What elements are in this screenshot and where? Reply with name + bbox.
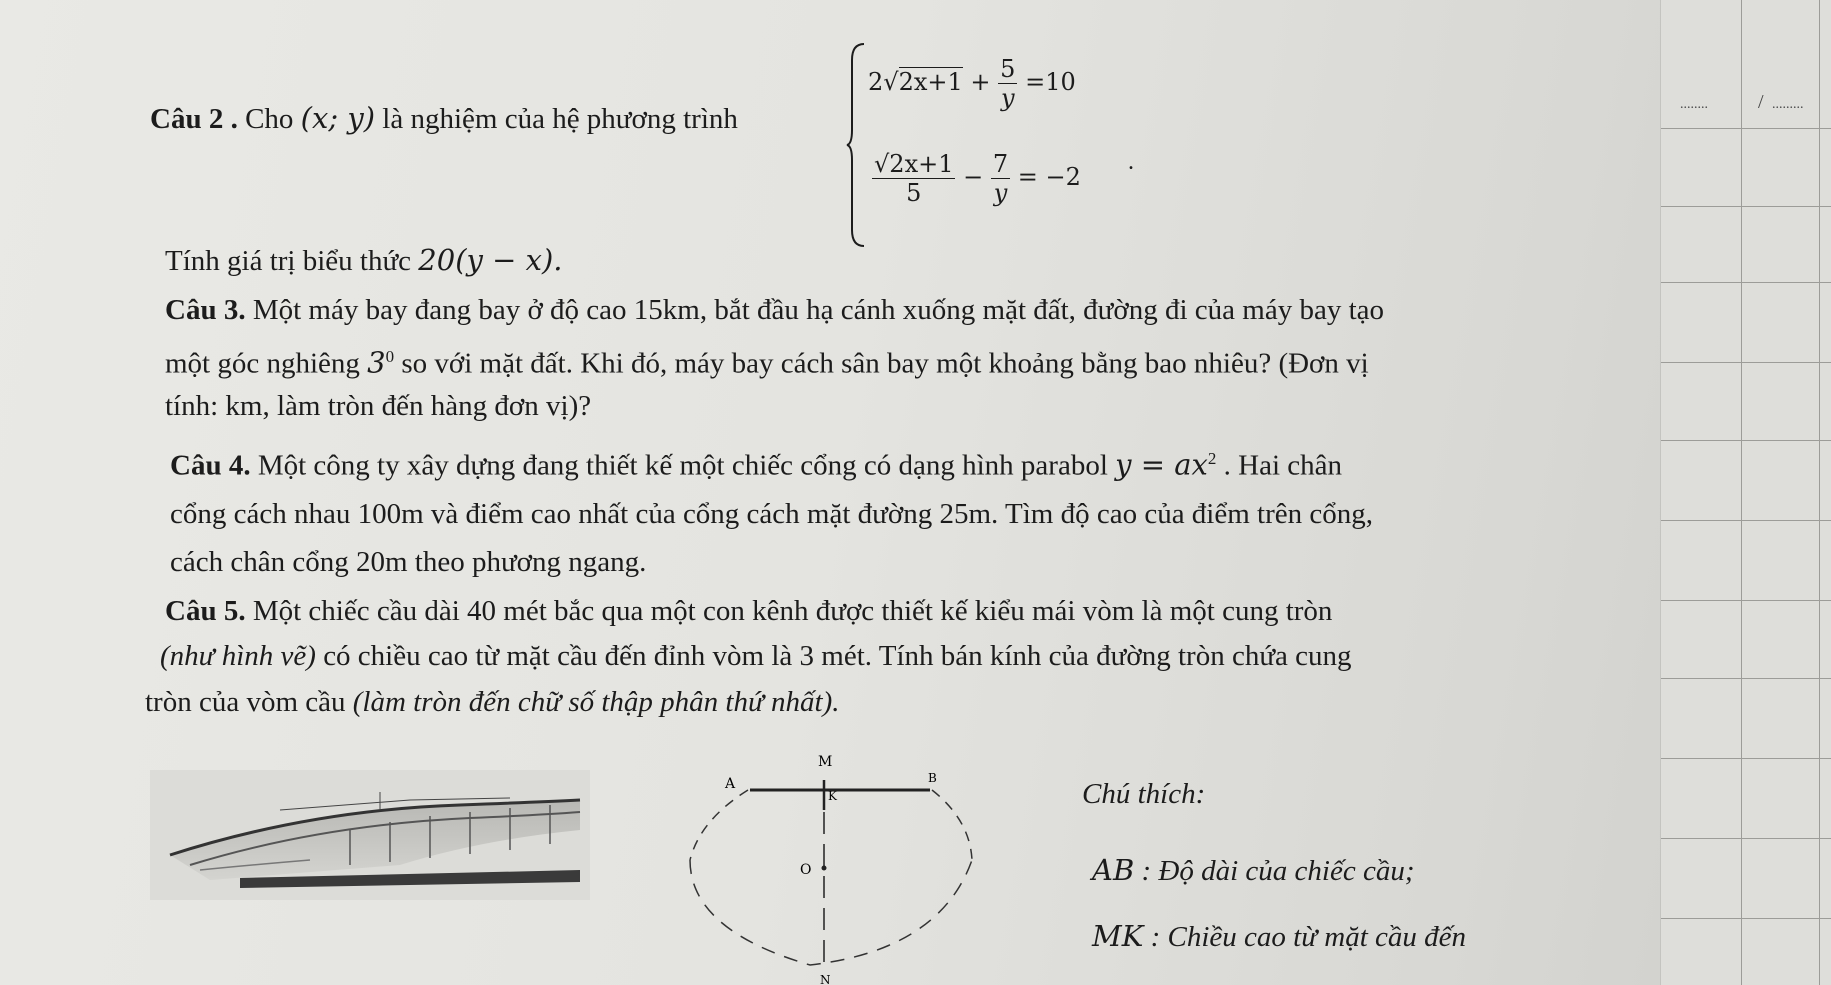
grid-line [1661, 678, 1831, 679]
eq1-radicand: 2x+1 [898, 68, 963, 96]
q3-line3: tính: km, làm tròn đến hàng đơn vị)? [165, 390, 592, 422]
q3-label: Câu 3. [165, 294, 246, 326]
grid-line [1661, 440, 1831, 441]
eq1-coefficient: 2 [868, 68, 884, 96]
eq2-rhs: = −2 [1017, 163, 1081, 191]
grid-line [1661, 282, 1831, 283]
bridge-photo [150, 770, 590, 900]
system-brace [846, 40, 868, 250]
label-b: B [928, 771, 937, 785]
margin-dots: ......... [1772, 97, 1804, 112]
q2-line2: Tính giá trị biểu thức 20(y − x). [165, 243, 563, 277]
label-m: M [818, 754, 833, 770]
notebook-page [1660, 0, 1831, 985]
label-n: N [820, 973, 831, 985]
sqrt-symbol: √ [883, 68, 899, 96]
grid-line [1661, 520, 1831, 521]
margin-dots: ........ [1680, 97, 1708, 112]
legend-ab: AB : Độ dài của chiếc cầu; [1092, 853, 1415, 887]
q2-label: Câu 2 . [150, 103, 238, 135]
eq1-rhs: =10 [1025, 68, 1076, 96]
q5-line2: (như hình vẽ) có chiều cao từ mặt cầu đến đỉnh vòm là 3 mét. Tính bán kính của đường tròn chứa cung [160, 640, 1352, 672]
grid-line [1741, 0, 1742, 985]
grid-line [1661, 206, 1831, 207]
circle-arc [690, 860, 972, 965]
q2-pair: (x; y) [300, 101, 376, 135]
grid-line [1661, 918, 1831, 919]
q4-line1: Câu 4. Một công ty xây dựng đang thiết kế một chiếc cổng có dạng hình parabol $y = ax^2$ . Hai chân [170, 447, 1343, 482]
q4-line3: cách chân cổng 20m theo phương ngang. [170, 546, 647, 578]
grid-line [1819, 0, 1820, 985]
q2-line1 [150, 101, 738, 135]
grid-line [1661, 758, 1831, 759]
q4-label: Câu 4. [170, 449, 251, 482]
q3-angle: 3 [367, 345, 386, 380]
q3-line2: một góc nghiêng $3^0$ so với mặt đất. Khi đó, máy bay cách sân bay một khoảng bằng bao nhiêu? (Đơn vị [165, 345, 1369, 380]
q2-text: Cho [245, 103, 294, 135]
margin-slash: / [1758, 91, 1764, 113]
q5-line1: Câu 5. Một chiếc cầu dài 40 mét bắc qua một con kênh được thiết kế kiểu mái vòm là một cung tròn [165, 595, 1333, 627]
eq1-plus: + [970, 68, 991, 96]
grid-line [1661, 128, 1831, 129]
q2-text: là nghiệm của hệ phương trình [382, 103, 738, 135]
grid-line [1661, 838, 1831, 839]
equation-1 [868, 55, 1076, 112]
label-a: A [725, 776, 736, 792]
q4-line2: cổng cách nhau 100m và điểm cao nhất của cổng cách mặt đường 25m. Tìm độ cao của điểm trên cổng, [170, 498, 1374, 530]
q4-formula: y = ax [1115, 447, 1208, 482]
eq1-fraction: $\frac{5}{y}$ [1000, 55, 1016, 112]
equation-2 [872, 150, 1081, 207]
system-period: . [1128, 149, 1134, 175]
q2-expression: 20(y − x). [418, 243, 563, 277]
label-k: K [828, 789, 837, 803]
label-o: O [800, 862, 812, 878]
arc-diagram [660, 750, 1000, 985]
grid-line [1661, 362, 1831, 363]
eq2-fraction-2: $\frac{7}{y}$ [992, 150, 1009, 207]
q3-line1: Câu 3. Một máy bay đang bay ở độ cao 15km, bắt đầu hạ cánh xuống mặt đất, đường đi của máy bay tạo [165, 294, 1385, 326]
legend-mk: MK : Chiều cao từ mặt cầu đến [1092, 919, 1467, 953]
eq2-minus: − [963, 163, 984, 191]
legend-title: Chú thích: [1082, 778, 1206, 810]
q5-label: Câu 5. [165, 595, 246, 627]
eq2-fraction-1: $\frac{√2x+1}{5}$ [874, 150, 954, 207]
grid-line [1661, 600, 1831, 601]
q5-line3: tròn của vòm cầu (làm tròn đến chữ số thập phân thứ nhất). [145, 686, 840, 718]
